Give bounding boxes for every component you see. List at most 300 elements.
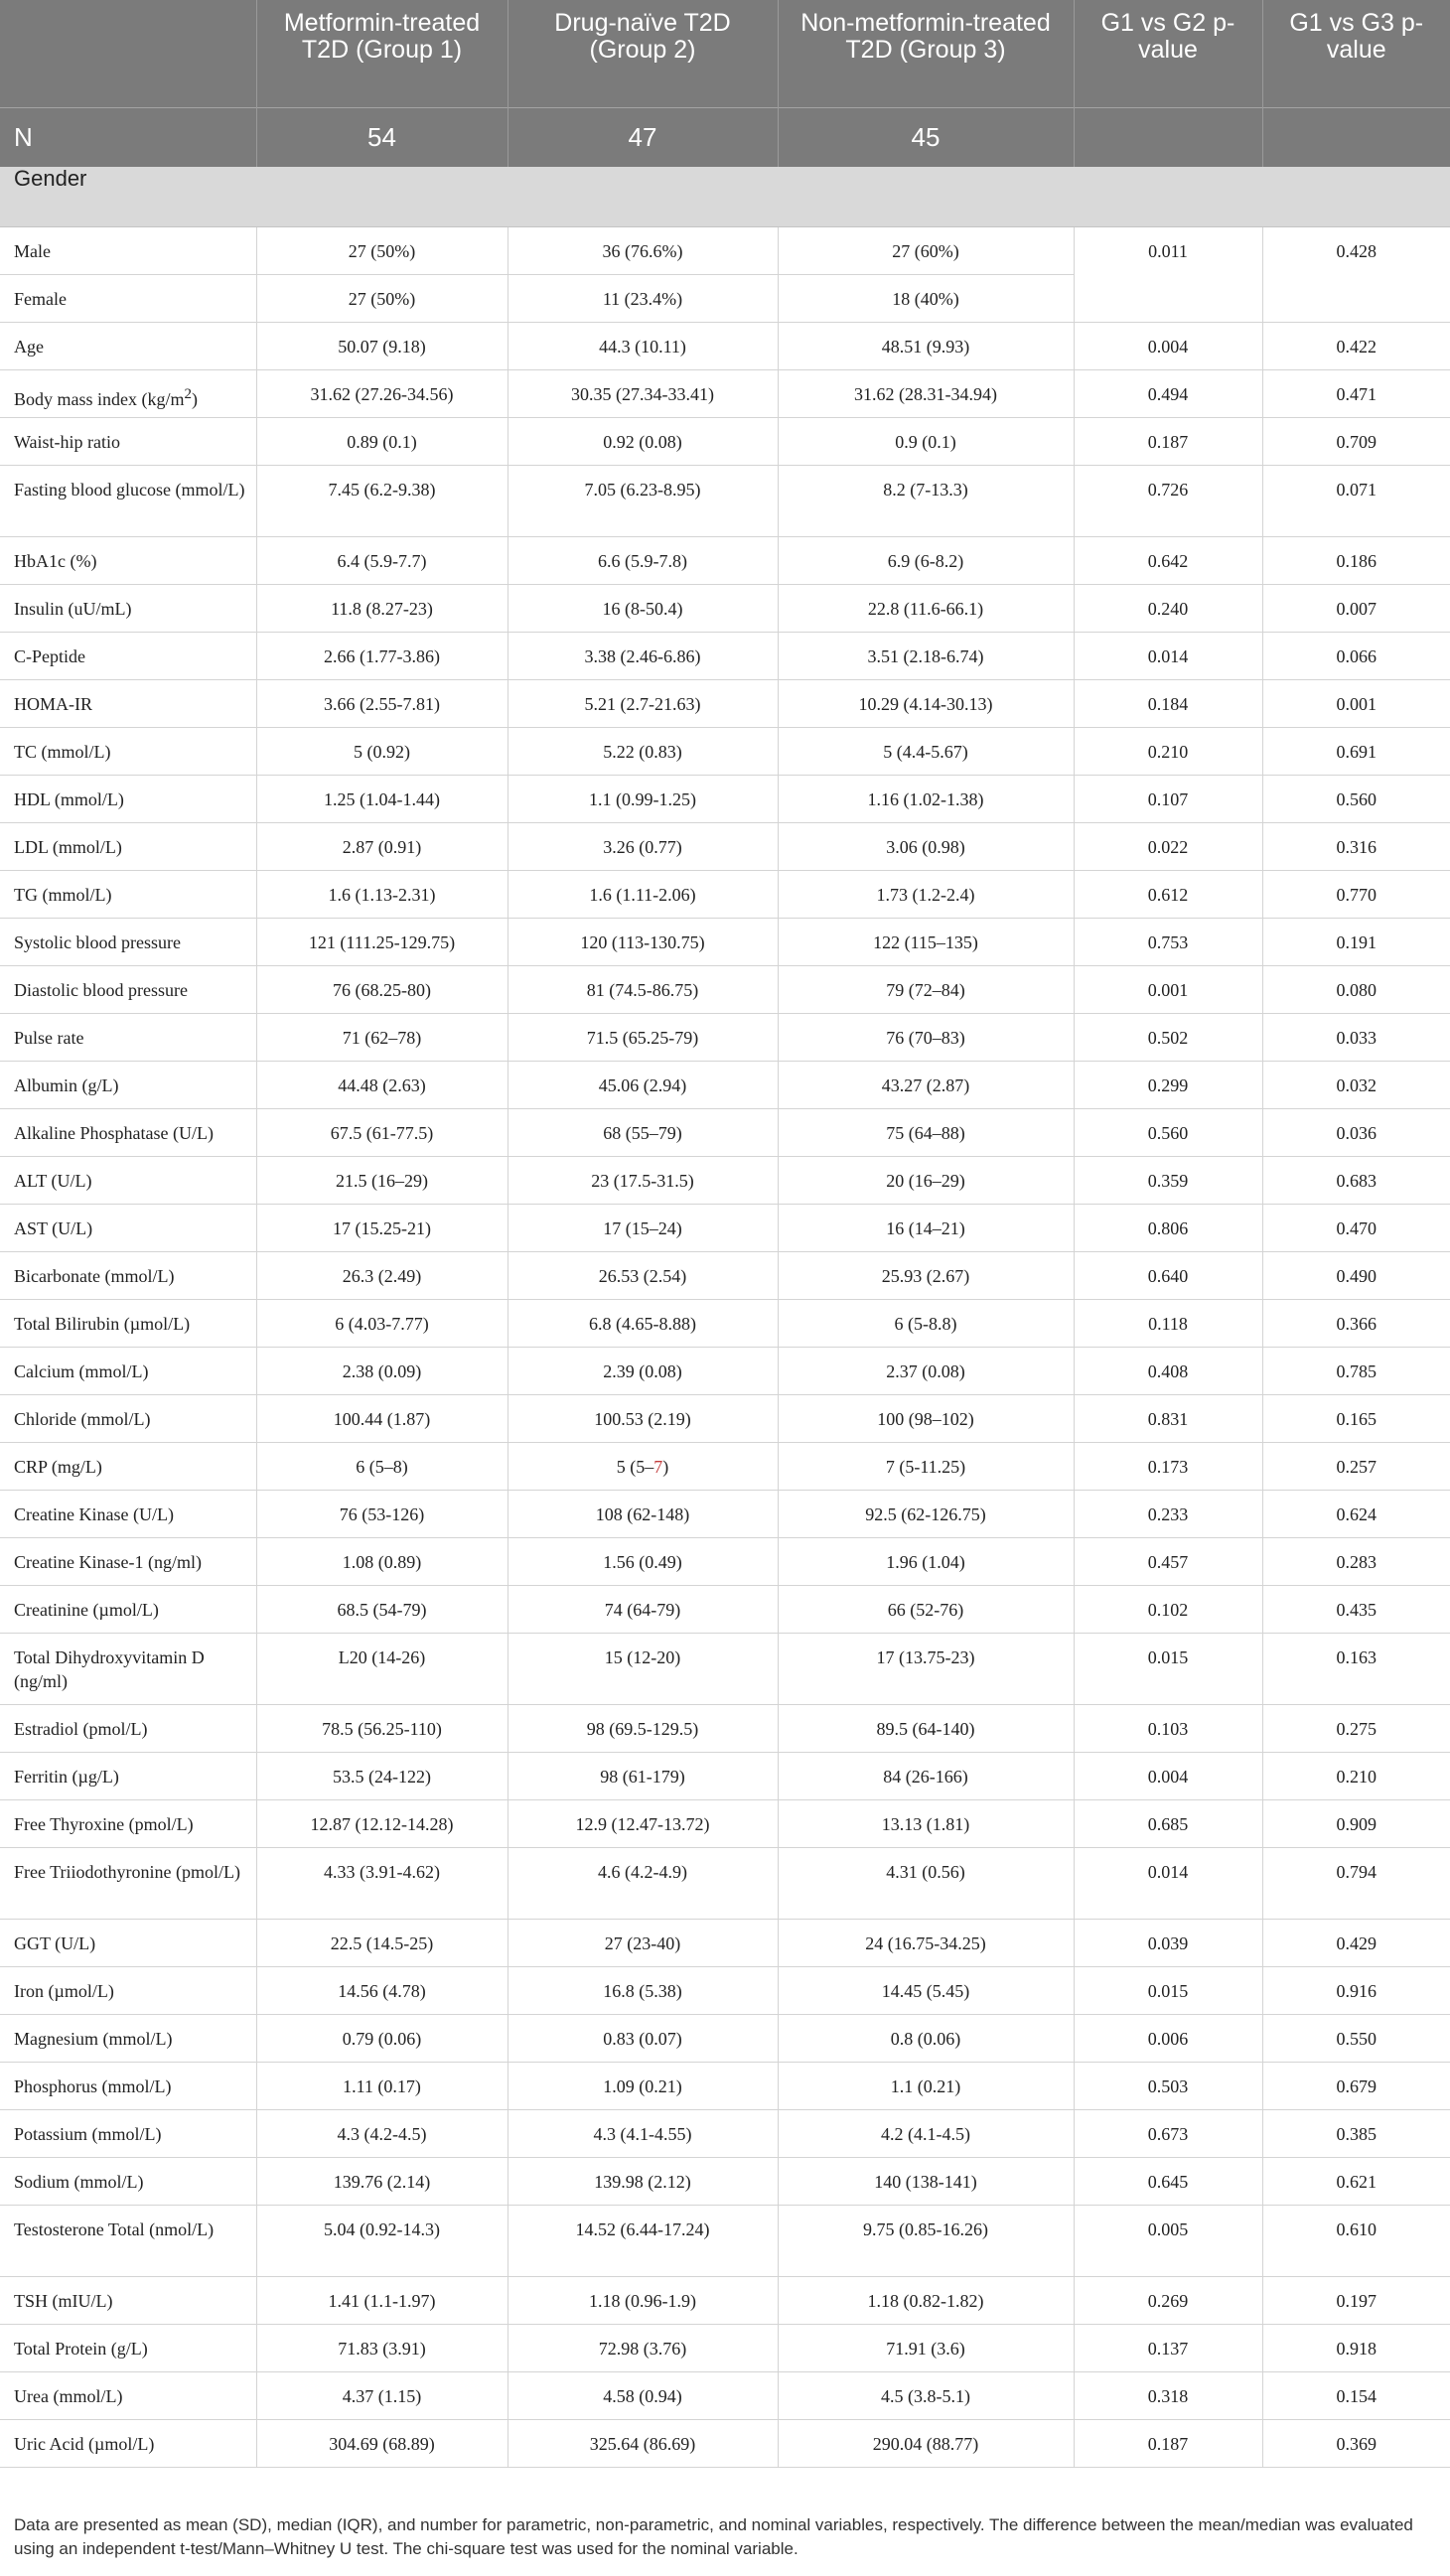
cell-p12: 0.685 (1074, 1799, 1262, 1847)
table-row-c-peptide (0, 632, 1450, 679)
cell-p12: 0.560 (1074, 1108, 1262, 1156)
cell-p13: 0.369 (1262, 2419, 1450, 2467)
cell-group3: 10.29 (4.14-30.13) (778, 679, 1074, 727)
cell-p13: 0.163 (1262, 1633, 1450, 1704)
table-row-bicarbonate-mmol-l (0, 1251, 1450, 1299)
n-row (0, 107, 1450, 167)
table-row-waist-hip-ratio (0, 417, 1450, 465)
cell-p13: 0.560 (1262, 775, 1450, 822)
cell-group3: 24 (16.75-34.25) (778, 1919, 1074, 1966)
cell-p12: 0.642 (1074, 536, 1262, 584)
cell-group3: 14.45 (5.45) (778, 1966, 1074, 2014)
cell-group2: 16.8 (5.38) (508, 1966, 778, 2014)
cell-p13: 0.490 (1262, 1251, 1450, 1299)
cell-text-close: ) (662, 1456, 669, 1477)
cell-p12: 0.494 (1074, 369, 1262, 417)
header-group1: Metformin-treated T2D (Group 1) (256, 0, 508, 107)
cell-group2: 26.53 (2.54) (508, 1251, 778, 1299)
cell-group2: 1.6 (1.11-2.06) (508, 870, 778, 918)
cell-group1: 76 (68.25-80) (256, 965, 508, 1013)
cell-p13: 0.691 (1262, 727, 1450, 775)
table-row-tsh-miu-l (0, 2276, 1450, 2324)
header-group2: Drug-naïve T2D (Group 2) (508, 0, 778, 107)
table-row-testosterone-total-nmol-l (0, 2205, 1450, 2276)
cell-group1: 3.66 (2.55-7.81) (256, 679, 508, 727)
cell-p12: 0.753 (1074, 918, 1262, 965)
section-label: Gender (0, 167, 1450, 226)
n-p13 (1262, 107, 1450, 167)
cell-group1: 50.07 (9.18) (256, 322, 508, 369)
table-row-free-triiodothyronine-pmol-l (0, 1847, 1450, 1919)
row-label: Potassium (mmol/L) (0, 2109, 256, 2157)
cell-p13: 0.909 (1262, 1799, 1450, 1847)
table-row-creatine-kinase-1-ng-ml (0, 1537, 1450, 1585)
cell-group1: 44.48 (2.63) (256, 1061, 508, 1108)
cell-group1: 11.8 (8.27-23) (256, 584, 508, 632)
table-row-free-thyroxine-pmol-l (0, 1799, 1450, 1847)
cell-group1: 14.56 (4.78) (256, 1966, 508, 2014)
table-row-potassium-mmol-l (0, 2109, 1450, 2157)
cell-group2: 44.3 (10.11) (508, 322, 778, 369)
cell-p13: 0.001 (1262, 679, 1450, 727)
cell-group1: 7.45 (6.2-9.38) (256, 465, 508, 536)
header-p13: G1 vs G3 p-value (1262, 0, 1450, 107)
table-row-uric-acid-mol-l (0, 2419, 1450, 2467)
cell-p12: 0.137 (1074, 2324, 1262, 2371)
row-label: Uric Acid (µmol/L) (0, 2419, 256, 2467)
table-row-creatine-kinase-u-l (0, 1490, 1450, 1537)
cell-group3: 3.06 (0.98) (778, 822, 1074, 870)
cell-p12: 0.004 (1074, 322, 1262, 369)
cell-group1: 121 (111.25-129.75) (256, 918, 508, 965)
cell-group1: 2.38 (0.09) (256, 1347, 508, 1394)
cell-p12: 0.107 (1074, 775, 1262, 822)
cell-p13: 0.036 (1262, 1108, 1450, 1156)
cell-p13: 0.385 (1262, 2109, 1450, 2157)
cell-group2: 100.53 (2.19) (508, 1394, 778, 1442)
cell-p12: 0.187 (1074, 417, 1262, 465)
cell-p13: 0.435 (1262, 1585, 1450, 1633)
cell-group1: 0.79 (0.06) (256, 2014, 508, 2062)
cell-p13: 0.471 (1262, 369, 1450, 417)
cell-group3: 0.8 (0.06) (778, 2014, 1074, 2062)
row-label: Free Triiodothyronine (pmol/L) (0, 1847, 256, 1919)
row-label: Total Protein (g/L) (0, 2324, 256, 2371)
cell-group3: 4.31 (0.56) (778, 1847, 1074, 1919)
table-row-hba1c (0, 536, 1450, 584)
cell-group1: 27 (50%) (256, 226, 508, 274)
cell-p12: 0.102 (1074, 1585, 1262, 1633)
cell-group2: 108 (62-148) (508, 1490, 778, 1537)
cell-group3: 1.96 (1.04) (778, 1537, 1074, 1585)
cell-p12: 0.612 (1074, 870, 1262, 918)
header-variable (0, 0, 256, 107)
cell-p12: 0.269 (1074, 2276, 1262, 2324)
cell-group2: 3.38 (2.46-6.86) (508, 632, 778, 679)
row-label: Phosphorus (mmol/L) (0, 2062, 256, 2109)
cell-group1: 17 (15.25-21) (256, 1204, 508, 1251)
cell-group3: 22.8 (11.6-66.1) (778, 584, 1074, 632)
cell-group2: 11 (23.4%) (508, 274, 778, 322)
table-row-estradiol-pmol-l (0, 1704, 1450, 1752)
row-label: Fasting blood glucose (mmol/L) (0, 465, 256, 536)
row-label: ALT (U/L) (0, 1156, 256, 1204)
cell-p13: 0.080 (1262, 965, 1450, 1013)
cell-p12: 0.187 (1074, 2419, 1262, 2467)
cell-group3: 66 (52-76) (778, 1585, 1074, 1633)
cell-group3: 1.73 (1.2-2.4) (778, 870, 1074, 918)
cell-group1: 6 (4.03-7.77) (256, 1299, 508, 1347)
cell-group2: 98 (69.5-129.5) (508, 1704, 778, 1752)
row-label: Pulse rate (0, 1013, 256, 1061)
cell-group2: 1.09 (0.21) (508, 2062, 778, 2109)
cell-p13: 0.275 (1262, 1704, 1450, 1752)
cell-group3: 76 (70–83) (778, 1013, 1074, 1061)
row-label: Calcium (mmol/L) (0, 1347, 256, 1394)
cell-group2: 2.39 (0.08) (508, 1347, 778, 1394)
table-row-tg-mmol-l (0, 870, 1450, 918)
table-row-pulse-rate (0, 1013, 1450, 1061)
table-header (0, 0, 1450, 167)
cell-group3: 18 (40%) (778, 274, 1074, 322)
cell-group2: 4.3 (4.1-4.55) (508, 2109, 778, 2157)
cell-group3: 43.27 (2.87) (778, 1061, 1074, 1108)
cell-group2: 0.83 (0.07) (508, 2014, 778, 2062)
n-p12 (1074, 107, 1262, 167)
n-group1: 54 (256, 107, 508, 167)
cell-group2: 27 (23-40) (508, 1919, 778, 1966)
table-row-ggt-u-l (0, 1919, 1450, 1966)
cell-p13: 0.428 (1262, 226, 1450, 322)
cell-p12: 0.011 (1074, 226, 1262, 322)
row-label: Chloride (mmol/L) (0, 1394, 256, 1442)
row-label: CRP (mg/L) (0, 1442, 256, 1490)
cell-group2: 45.06 (2.94) (508, 1061, 778, 1108)
cell-p13: 0.918 (1262, 2324, 1450, 2371)
cell-group1: 6.4 (5.9-7.7) (256, 536, 508, 584)
table-row-crp (0, 1442, 1450, 1490)
table-row-iron-mol-l (0, 1966, 1450, 2014)
cell-p12: 0.240 (1074, 584, 1262, 632)
cell-group3: 5 (4.4-5.67) (778, 727, 1074, 775)
cell-group3: 79 (72–84) (778, 965, 1074, 1013)
cell-group2: 14.52 (6.44-17.24) (508, 2205, 778, 2276)
cell-group3: 84 (26-166) (778, 1752, 1074, 1799)
row-label: AST (U/L) (0, 1204, 256, 1251)
cell-group3: 25.93 (2.67) (778, 1251, 1074, 1299)
cell-group1: 78.5 (56.25-110) (256, 1704, 508, 1752)
cell-p12: 0.408 (1074, 1347, 1262, 1394)
cell-p12: 0.299 (1074, 1061, 1262, 1108)
row-label: LDL (mmol/L) (0, 822, 256, 870)
cell-p13: 0.191 (1262, 918, 1450, 965)
cell-group1: 26.3 (2.49) (256, 1251, 508, 1299)
table-row-hdl-mmol-l (0, 775, 1450, 822)
cell-group2: 3.26 (0.77) (508, 822, 778, 870)
cell-group1: 6 (5–8) (256, 1442, 508, 1490)
cell-p13: 0.186 (1262, 536, 1450, 584)
cell-p12: 0.503 (1074, 2062, 1262, 2109)
row-label: Estradiol (pmol/L) (0, 1704, 256, 1752)
cell-p13: 0.066 (1262, 632, 1450, 679)
table-row-fasting-blood-glucose-mmol-l (0, 465, 1450, 536)
cell-group2: 4.58 (0.94) (508, 2371, 778, 2419)
row-label: TG (mmol/L) (0, 870, 256, 918)
cell-p13: 0.197 (1262, 2276, 1450, 2324)
cell-group1: 1.41 (1.1-1.97) (256, 2276, 508, 2324)
row-label: Magnesium (mmol/L) (0, 2014, 256, 2062)
cell-p12: 0.015 (1074, 1633, 1262, 1704)
cell-group1: L20 (14-26) (256, 1633, 508, 1704)
cell-group3: 4.5 (3.8-5.1) (778, 2371, 1074, 2419)
cell-group2 (508, 1442, 778, 1490)
table-row-homa-ir (0, 679, 1450, 727)
cell-group1: 0.89 (0.1) (256, 417, 508, 465)
cell-p12: 0.005 (1074, 2205, 1262, 2276)
cell-group2: 4.6 (4.2-4.9) (508, 1847, 778, 1919)
cell-group3: 1.1 (0.21) (778, 2062, 1074, 2109)
table-row-albumin-g-l (0, 1061, 1450, 1108)
cell-p12: 0.806 (1074, 1204, 1262, 1251)
header-row (0, 0, 1450, 107)
cell-group2: 139.98 (2.12) (508, 2157, 778, 2205)
cell-group1: 4.3 (4.2-4.5) (256, 2109, 508, 2157)
cell-p13: 0.624 (1262, 1490, 1450, 1537)
cell-group3: 6 (5-8.8) (778, 1299, 1074, 1347)
row-label: TSH (mIU/L) (0, 2276, 256, 2324)
cell-group1: 5.04 (0.92-14.3) (256, 2205, 508, 2276)
table-footnote: Data are presented as mean (SD), median (IQR), and number for parametric, non-parametric, and nominal variables, respectively. The difference between the mean/median was evaluated using an independent t-test/Mann–Whitney U test. The chi-square test was used for the nominal variable. (14, 2515, 1413, 2558)
cell-p12: 0.318 (1074, 2371, 1262, 2419)
cell-group3: 20 (16–29) (778, 1156, 1074, 1204)
cell-p13: 0.366 (1262, 1299, 1450, 1347)
cell-p12: 0.640 (1074, 1251, 1262, 1299)
cell-p13: 0.621 (1262, 2157, 1450, 2205)
row-label: Age (0, 322, 256, 369)
table-row-insulin-uu-ml (0, 584, 1450, 632)
cell-group2: 6.8 (4.65-8.88) (508, 1299, 778, 1347)
cell-p13: 0.071 (1262, 465, 1450, 536)
cell-p13: 0.679 (1262, 2062, 1450, 2109)
table-row-ldl-mmol-l (0, 822, 1450, 870)
cell-p12: 0.173 (1074, 1442, 1262, 1490)
row-label: Diastolic blood pressure (0, 965, 256, 1013)
table-row-ferritin-g-l (0, 1752, 1450, 1799)
cell-p13: 0.550 (1262, 2014, 1450, 2062)
cell-p13: 0.794 (1262, 1847, 1450, 1919)
cell-group1: 68.5 (54-79) (256, 1585, 508, 1633)
row-label: Systolic blood pressure (0, 918, 256, 965)
cell-group3: 27 (60%) (778, 226, 1074, 274)
cell-group1: 1.6 (1.13-2.31) (256, 870, 508, 918)
cell-p12: 0.210 (1074, 727, 1262, 775)
cell-p12: 0.006 (1074, 2014, 1262, 2062)
cell-group3: 17 (13.75-23) (778, 1633, 1074, 1704)
cell-group2: 15 (12-20) (508, 1633, 778, 1704)
cell-p12: 0.184 (1074, 679, 1262, 727)
table-row-urea-mmol-l (0, 2371, 1450, 2419)
cell-group3: 140 (138-141) (778, 2157, 1074, 2205)
cell-group2: 6.6 (5.9-7.8) (508, 536, 778, 584)
cell-p12: 0.457 (1074, 1537, 1262, 1585)
table-row-diastolic-blood-pressure (0, 965, 1450, 1013)
cell-group2: 1.18 (0.96-1.9) (508, 2276, 778, 2324)
row-label: HbA1c (%) (0, 536, 256, 584)
cell-p13: 0.032 (1262, 1061, 1450, 1108)
row-label: Creatinine (µmol/L) (0, 1585, 256, 1633)
cell-group1: 2.66 (1.77-3.86) (256, 632, 508, 679)
cell-p13: 0.610 (1262, 2205, 1450, 2276)
row-label: Alkaline Phosphatase (U/L) (0, 1108, 256, 1156)
cell-group2: 98 (61-179) (508, 1752, 778, 1799)
row-label: HDL (mmol/L) (0, 775, 256, 822)
cell-group2: 1.56 (0.49) (508, 1537, 778, 1585)
row-label: Urea (mmol/L) (0, 2371, 256, 2419)
cell-group1: 1.08 (0.89) (256, 1537, 508, 1585)
cell-p13: 0.165 (1262, 1394, 1450, 1442)
cell-p13: 0.283 (1262, 1537, 1450, 1585)
cell-p12: 0.001 (1074, 965, 1262, 1013)
table-row-male (0, 226, 1450, 274)
cell-group2: 71.5 (65.25-79) (508, 1013, 778, 1061)
cell-group1: 4.33 (3.91-4.62) (256, 1847, 508, 1919)
cell-p13: 0.210 (1262, 1752, 1450, 1799)
table-row-sodium-mmol-l (0, 2157, 1450, 2205)
section-row-gender (0, 167, 1450, 226)
cell-group2: 12.9 (12.47-13.72) (508, 1799, 778, 1847)
table-row-phosphorus-mmol-l (0, 2062, 1450, 2109)
cell-p13: 0.316 (1262, 822, 1450, 870)
cell-group3: 1.18 (0.82-1.82) (778, 2276, 1074, 2324)
cell-group1: 2.87 (0.91) (256, 822, 508, 870)
cell-group1: 5 (0.92) (256, 727, 508, 775)
row-label: Creatine Kinase-1 (ng/ml) (0, 1537, 256, 1585)
cell-group1: 71.83 (3.91) (256, 2324, 508, 2371)
cell-group1: 139.76 (2.14) (256, 2157, 508, 2205)
header-group3: Non-metformin-treated T2D (Group 3) (778, 0, 1074, 107)
highlighted-value: 7 (653, 1456, 663, 1477)
cell-group3: 122 (115–135) (778, 918, 1074, 965)
cell-group3: 71.91 (3.6) (778, 2324, 1074, 2371)
cell-p13: 0.916 (1262, 1966, 1450, 2014)
row-label: Testosterone Total (nmol/L) (0, 2205, 256, 2276)
n-label: N (0, 107, 256, 167)
cell-group2: 0.92 (0.08) (508, 417, 778, 465)
row-label: Free Thyroxine (pmol/L) (0, 1799, 256, 1847)
cell-group3: 8.2 (7-13.3) (778, 465, 1074, 536)
cell-group3: 100 (98–102) (778, 1394, 1074, 1442)
cell-group2: 68 (55–79) (508, 1108, 778, 1156)
cell-p12: 0.726 (1074, 465, 1262, 536)
cell-p13: 0.007 (1262, 584, 1450, 632)
row-label: Female (0, 274, 256, 322)
row-label: Waist-hip ratio (0, 417, 256, 465)
cell-group2: 325.64 (86.69) (508, 2419, 778, 2467)
cell-p12: 0.502 (1074, 1013, 1262, 1061)
row-label: GGT (U/L) (0, 1919, 256, 1966)
cell-group1: 27 (50%) (256, 274, 508, 322)
row-label: Albumin (g/L) (0, 1061, 256, 1108)
cell-group2: 120 (113-130.75) (508, 918, 778, 965)
cell-p13: 0.709 (1262, 417, 1450, 465)
cell-group1: 21.5 (16–29) (256, 1156, 508, 1204)
cell-group2: 17 (15–24) (508, 1204, 778, 1251)
cell-group3: 1.16 (1.02-1.38) (778, 775, 1074, 822)
row-label: Bicarbonate (mmol/L) (0, 1251, 256, 1299)
row-label (0, 369, 256, 417)
cell-group3: 16 (14–21) (778, 1204, 1074, 1251)
cell-group1: 53.5 (24-122) (256, 1752, 508, 1799)
cell-group3: 3.51 (2.18-6.74) (778, 632, 1074, 679)
cell-p12: 0.831 (1074, 1394, 1262, 1442)
table-row-alkaline-phosphatase-u-l (0, 1108, 1450, 1156)
table-row-tc-mmol-l (0, 727, 1450, 775)
row-label: Sodium (mmol/L) (0, 2157, 256, 2205)
cell-group3: 0.9 (0.1) (778, 417, 1074, 465)
table-row-chloride-mmol-l (0, 1394, 1450, 1442)
cell-p13: 0.422 (1262, 322, 1450, 369)
cell-p13: 0.785 (1262, 1347, 1450, 1394)
cell-p13: 0.033 (1262, 1013, 1450, 1061)
cell-group1: 31.62 (27.26-34.56) (256, 369, 508, 417)
cell-group3: 31.62 (28.31-34.94) (778, 369, 1074, 417)
cell-p12: 0.673 (1074, 2109, 1262, 2157)
cell-group1: 71 (62–78) (256, 1013, 508, 1061)
cell-group2: 7.05 (6.23-8.95) (508, 465, 778, 536)
cell-group3: 7 (5-11.25) (778, 1442, 1074, 1490)
cell-group3: 290.04 (88.77) (778, 2419, 1074, 2467)
table-row-magnesium-mmol-l (0, 2014, 1450, 2062)
cell-p12: 0.004 (1074, 1752, 1262, 1799)
cell-p12: 0.039 (1074, 1919, 1262, 1966)
cell-group3: 48.51 (9.93) (778, 322, 1074, 369)
cell-group3: 13.13 (1.81) (778, 1799, 1074, 1847)
table-row-systolic-blood-pressure (0, 918, 1450, 965)
cell-p13: 0.257 (1262, 1442, 1450, 1490)
cell-group2: 5.21 (2.7-21.63) (508, 679, 778, 727)
cell-group2: 30.35 (27.34-33.41) (508, 369, 778, 417)
table-row-body-mass-index (0, 369, 1450, 417)
cell-group3: 9.75 (0.85-16.26) (778, 2205, 1074, 2276)
cell-p13: 0.683 (1262, 1156, 1450, 1204)
table-body (0, 167, 1450, 2467)
table-row-alt-u-l (0, 1156, 1450, 1204)
cell-group2: 1.1 (0.99-1.25) (508, 775, 778, 822)
cell-p12: 0.233 (1074, 1490, 1262, 1537)
table-row-total-protein-g-l (0, 2324, 1450, 2371)
table-row-total-bilirubin-mol-l (0, 1299, 1450, 1347)
cell-p12: 0.359 (1074, 1156, 1262, 1204)
row-label-text: Body mass index (kg/m (14, 388, 185, 409)
cell-p12: 0.015 (1074, 1966, 1262, 2014)
row-label: Iron (µmol/L) (0, 1966, 256, 2014)
cell-p13: 0.470 (1262, 1204, 1450, 1251)
table-row-total-dihydroxyvitamin-d-ng-ml (0, 1633, 1450, 1704)
cell-p13: 0.770 (1262, 870, 1450, 918)
cell-p12: 0.014 (1074, 1847, 1262, 1919)
cell-group3: 92.5 (62-126.75) (778, 1490, 1074, 1537)
row-label: Creatine Kinase (U/L) (0, 1490, 256, 1537)
cell-p12: 0.118 (1074, 1299, 1262, 1347)
cell-p12: 0.022 (1074, 822, 1262, 870)
cell-group2: 81 (74.5-86.75) (508, 965, 778, 1013)
cell-text: 5 (5– (616, 1456, 654, 1477)
cell-group2: 74 (64-79) (508, 1585, 778, 1633)
cell-p12: 0.103 (1074, 1704, 1262, 1752)
cell-group1: 22.5 (14.5-25) (256, 1919, 508, 1966)
cell-group3: 75 (64–88) (778, 1108, 1074, 1156)
table-row-calcium-mmol-l (0, 1347, 1450, 1394)
